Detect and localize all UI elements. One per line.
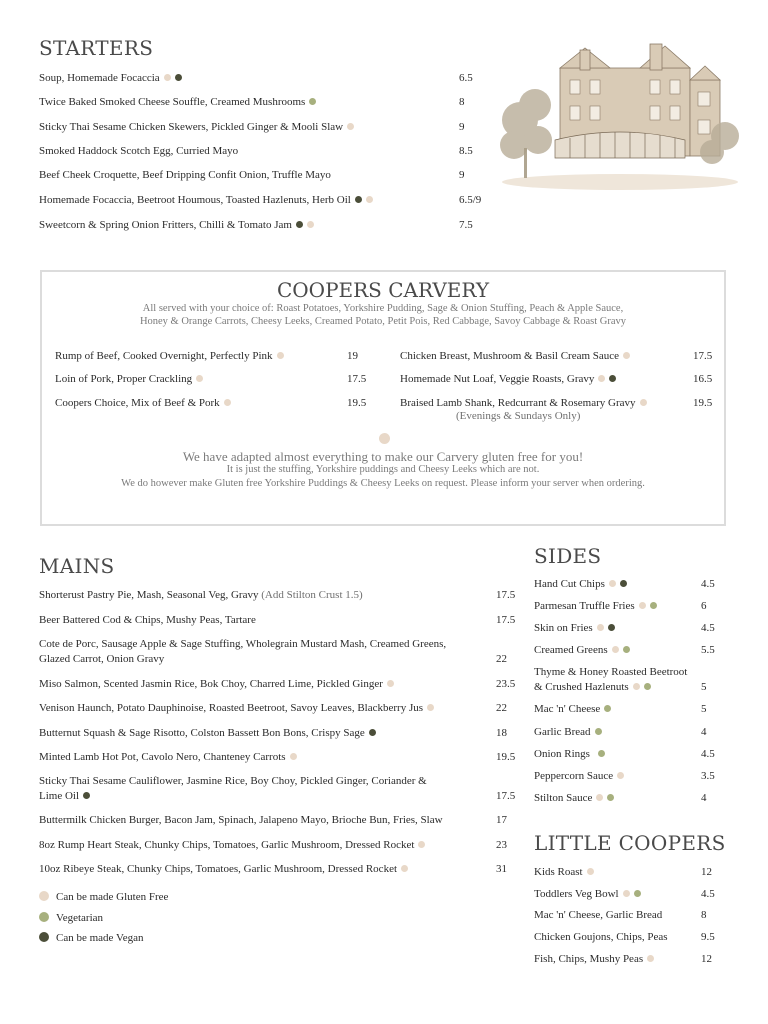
legend-gluten-free (39, 890, 168, 904)
item-name: Stilton Sauce (534, 792, 593, 804)
vegetarian-icon (604, 705, 611, 712)
item-price: 4.5 (701, 748, 715, 760)
item-price: 17.5 (496, 790, 516, 802)
gluten-free-icon (418, 841, 425, 848)
vegetarian-icon (309, 98, 316, 105)
gluten-free-icon (612, 646, 619, 653)
kids-item (534, 930, 668, 944)
vegetarian-icon (607, 794, 614, 801)
item-price: 18 (496, 727, 507, 739)
item-name: Hand Cut Chips (534, 578, 605, 590)
item-price: 5.5 (701, 644, 715, 656)
side-item (534, 791, 614, 805)
menu-item (39, 71, 182, 85)
gluten-free-icon (379, 433, 390, 444)
item-name: Glazed Carrot, Onion Gravy (39, 653, 165, 665)
item-price: 22 (496, 653, 507, 665)
gluten-free-icon (366, 196, 373, 203)
side-item (534, 769, 624, 783)
item-price: 23.5 (496, 678, 516, 690)
mains-title: MAINS (39, 554, 115, 578)
item-price: 19.5 (693, 397, 713, 409)
carvery-item (55, 372, 203, 386)
item-price: 19 (347, 350, 358, 362)
menu-item (39, 862, 408, 876)
menu-item (39, 701, 434, 715)
gluten-free-icon (609, 580, 616, 587)
item-price: 17.5 (496, 614, 516, 626)
item-name: Loin of Pork, Proper Crackling (55, 373, 193, 385)
menu-item (39, 168, 331, 182)
menu-item (39, 726, 376, 740)
item-price: 12 (701, 953, 712, 965)
menu-item (39, 193, 373, 207)
item-name: Buttermilk Chicken Burger, Bacon Jam, Spinach, Jalapeno Mayo, Brioche Bun, Fries, Slaw (39, 814, 443, 826)
legend-vegetarian (39, 911, 103, 925)
gluten-free-icon (623, 890, 630, 897)
item-name: Sweetcorn & Spring Onion Fritters, Chilli & Tomato Jam (39, 219, 292, 231)
menu-item (39, 774, 427, 788)
item-price: 31 (496, 863, 507, 875)
vegetarian-icon (623, 646, 630, 653)
item-name: Chicken Goujons, Chips, Peas (534, 931, 668, 943)
little-coopers-title: LITTLE COOPERS (534, 831, 726, 855)
item-name: Rump of Beef, Cooked Overnight, Perfectly Pink (55, 350, 273, 362)
item-name: Homemade Nut Loaf, Veggie Roasts, Gravy (400, 373, 595, 385)
item-name: Chicken Breast, Mushroom & Basil Cream Sauce (400, 350, 620, 362)
item-price: 16.5 (693, 373, 713, 385)
item-name: & Crushed Hazlenuts (534, 681, 629, 693)
item-name: Garlic Bread (534, 726, 591, 738)
item-note: (Add Stilton Crust 1.5) (261, 589, 363, 601)
item-name: Smoked Haddock Scotch Egg, Curried Mayo (39, 145, 239, 157)
starters-title: STARTERS (39, 36, 154, 60)
item-name: Parmesan Truffle Fries (534, 600, 635, 612)
side-item (534, 747, 605, 761)
gluten-free-icon (633, 683, 640, 690)
carvery-title: COOPERS CARVERY (276, 278, 490, 302)
vegan-icon (608, 624, 615, 631)
gluten-free-icon (596, 794, 603, 801)
item-price: 4.5 (701, 622, 715, 634)
item-name: Lime Oil (39, 790, 80, 802)
item-price: 7.5 (459, 219, 473, 231)
sides-title: SIDES (534, 544, 602, 568)
gluten-free-icon (39, 891, 49, 901)
carvery-subtitle-line1: All served with your choice of: Roast Potatoes, Yorkshire Pudding, Sage & Onion Stuffing, Peach & Apple Sauce, (142, 303, 624, 314)
vegan-icon (296, 221, 303, 228)
gluten-free-icon (647, 955, 654, 962)
item-price: 17.5 (347, 373, 367, 385)
item-name: Mac 'n' Cheese, Garlic Bread (534, 909, 663, 921)
item-name: Homemade Focaccia, Beetroot Houmous, Toasted Hazlenuts, Herb Oil (39, 194, 351, 206)
gluten-free-icon (347, 123, 354, 130)
vegan-icon (609, 375, 616, 382)
side-item (534, 702, 611, 716)
vegan-icon (369, 729, 376, 736)
item-name: Sticky Thai Sesame Cauliflower, Jasmine Rice, Boy Choy, Pickled Ginger, Coriander & (39, 775, 427, 787)
menu-item (39, 613, 256, 627)
legend-label: Can be made Gluten Free (56, 891, 169, 903)
gluten-free-icon (617, 772, 624, 779)
legend-label: Can be made Vegan (56, 932, 144, 944)
gluten-free-icon (587, 868, 594, 875)
kids-item (534, 952, 654, 966)
gluten-free-icon (387, 680, 394, 687)
item-name: Kids Roast (534, 866, 583, 878)
item-name: Thyme & Honey Roasted Beetroot (534, 666, 688, 678)
item-price: 23 (496, 839, 507, 851)
item-price: 17.5 (496, 589, 516, 601)
item-name: Toddlers Veg Bowl (534, 888, 619, 900)
item-price: 17 (496, 814, 507, 826)
vegan-icon (83, 792, 90, 799)
menu-item (39, 813, 443, 827)
menu-item (39, 95, 316, 109)
item-name: Beer Battered Cod & Chips, Mushy Peas, Tartare (39, 614, 256, 626)
gluten-free-icon (307, 221, 314, 228)
legend-label: Vegetarian (56, 912, 104, 924)
carvery-item (400, 349, 630, 363)
side-item (534, 643, 630, 657)
item-price: 6.5/9 (459, 194, 482, 206)
menu-item (39, 144, 238, 158)
item-name: Butternut Squash & Sage Risotto, Colston Bassett Bon Bons, Crispy Sage (39, 727, 365, 739)
item-name: 10oz Ribeye Steak, Chunky Chips, Tomatoes, Garlic Mushroom, Dressed Rocket (39, 863, 398, 875)
item-name: Minted Lamb Hot Pot, Cavolo Nero, Chanteney Carrots (39, 751, 286, 763)
side-item (534, 621, 615, 635)
gluten-free-icon (427, 704, 434, 711)
item-price: 8 (701, 909, 707, 921)
carvery-box (40, 270, 726, 526)
carvery-item (55, 349, 284, 363)
item-price: 19.5 (496, 751, 516, 763)
menu-item-continued (39, 789, 90, 803)
menu-item (39, 750, 297, 764)
item-price: 9 (459, 169, 465, 181)
gluten-free-icon (597, 624, 604, 631)
item-price: 3.5 (701, 770, 715, 782)
side-item (534, 577, 627, 591)
item-name: Cote de Porc, Sausage Apple & Sage Stuffing, Wholegrain Mustard Mash, Creamed Greens, (39, 638, 447, 650)
vegetarian-icon (595, 728, 602, 735)
menu-item-continued (39, 652, 164, 666)
gluten-free-icon (598, 375, 605, 382)
item-name: Sticky Thai Sesame Chicken Skewers, Pickled Ginger & Mooli Slaw (39, 121, 344, 133)
carvery-item (400, 396, 647, 410)
vegetarian-icon (644, 683, 651, 690)
carvery-item (400, 372, 616, 386)
vegan-icon (620, 580, 627, 587)
gluten-free-icon (164, 74, 171, 81)
item-name: Miso Salmon, Scented Jasmin Rice, Bok Choy, Charred Lime, Pickled Ginger (39, 678, 383, 690)
menu-item (39, 218, 314, 232)
vegan-icon (39, 932, 49, 942)
side-item-continued (534, 680, 651, 694)
kids-item (534, 865, 594, 879)
gluten-free-icon (640, 399, 647, 406)
kids-item (534, 908, 662, 922)
menu-item (39, 637, 446, 651)
menu-item (39, 838, 425, 852)
item-price: 9 (459, 121, 465, 133)
item-price: 8 (459, 96, 465, 108)
item-price: 5 (701, 681, 707, 693)
vegetarian-icon (598, 750, 605, 757)
item-name: 8oz Rump Heart Steak, Chunky Chips, Tomatoes, Garlic Mushroom, Dressed Rocket (39, 839, 415, 851)
item-name: Shorterust Pastry Pie, Mash, Seasonal Veg, Gravy (39, 589, 259, 601)
gluten-free-icon (401, 865, 408, 872)
legend-vegan (39, 931, 143, 945)
side-item (534, 599, 657, 613)
item-price: 6 (701, 600, 707, 612)
menu-item (39, 677, 394, 691)
menu-item (39, 120, 354, 134)
item-name: Creamed Greens (534, 644, 608, 656)
carvery-item (55, 396, 231, 410)
kids-item (534, 887, 641, 901)
item-name: Braised Lamb Shank, Redcurrant & Rosemary Gravy (400, 397, 636, 409)
item-price: 6.5 (459, 72, 473, 84)
item-price: 4 (701, 792, 707, 804)
vegan-icon (175, 74, 182, 81)
vegan-icon (355, 196, 362, 203)
item-price: 12 (701, 866, 712, 878)
carvery-subtitle-line2: Honey & Orange Carrots, Cheesy Leeks, Creamed Potato, Petit Pois, Red Cabbage, Savoy Cabbage & Roast Gravy (139, 316, 627, 327)
item-name: Skin on Fries (534, 622, 593, 634)
item-price: 17.5 (693, 350, 713, 362)
item-price: 5 (701, 703, 707, 715)
item-name: Twice Baked Smoked Cheese Souffle, Creamed Mushrooms (39, 96, 306, 108)
item-price: 8.5 (459, 145, 473, 157)
item-price: 4.5 (701, 888, 715, 900)
item-price: 22 (496, 702, 507, 714)
item-name: Mac 'n' Cheese (534, 703, 601, 715)
gluten-free-icon (290, 753, 297, 760)
gluten-free-icon (639, 602, 646, 609)
vegetarian-icon (650, 602, 657, 609)
house-illustration (500, 40, 740, 190)
side-item (534, 725, 602, 739)
side-item (534, 665, 687, 679)
item-name: Venison Haunch, Potato Dauphinoise, Roasted Beetroot, Savoy Leaves, Blackberry Jus (39, 702, 424, 714)
menu-item (39, 588, 363, 602)
gluten-free-line2: We do however make Gluten free Yorkshire Puddings & Cheesy Leeks on request. Please inform your server when ordering. (121, 478, 645, 489)
item-name: Soup, Homemade Focaccia (39, 72, 160, 84)
item-name: Onion Rings (534, 748, 590, 760)
gluten-free-icon (224, 399, 231, 406)
gluten-free-icon (277, 352, 284, 359)
item-price: 4.5 (701, 578, 715, 590)
lamb-note: (Evenings & Sundays Only) (456, 410, 581, 422)
item-name: Coopers Choice, Mix of Beef & Pork (55, 397, 220, 409)
gluten-free-icon (196, 375, 203, 382)
item-price: 4 (701, 726, 707, 738)
vegetarian-icon (39, 912, 49, 922)
vegetarian-icon (634, 890, 641, 897)
item-price: 9.5 (701, 931, 715, 943)
gluten-free-line1: It is just the stuffing, Yorkshire puddings and Cheesy Leeks which are not. (226, 464, 540, 475)
gluten-free-icon (623, 352, 630, 359)
gluten-free-headline: We have adapted almost everything to make our Carvery gluten free for you! (182, 449, 584, 464)
item-name: Fish, Chips, Mushy Peas (534, 953, 644, 965)
item-name: Beef Cheek Croquette, Beef Dripping Confit Onion, Truffle Mayo (39, 169, 331, 181)
item-name: Peppercorn Sauce (534, 770, 614, 782)
item-price: 19.5 (347, 397, 367, 409)
